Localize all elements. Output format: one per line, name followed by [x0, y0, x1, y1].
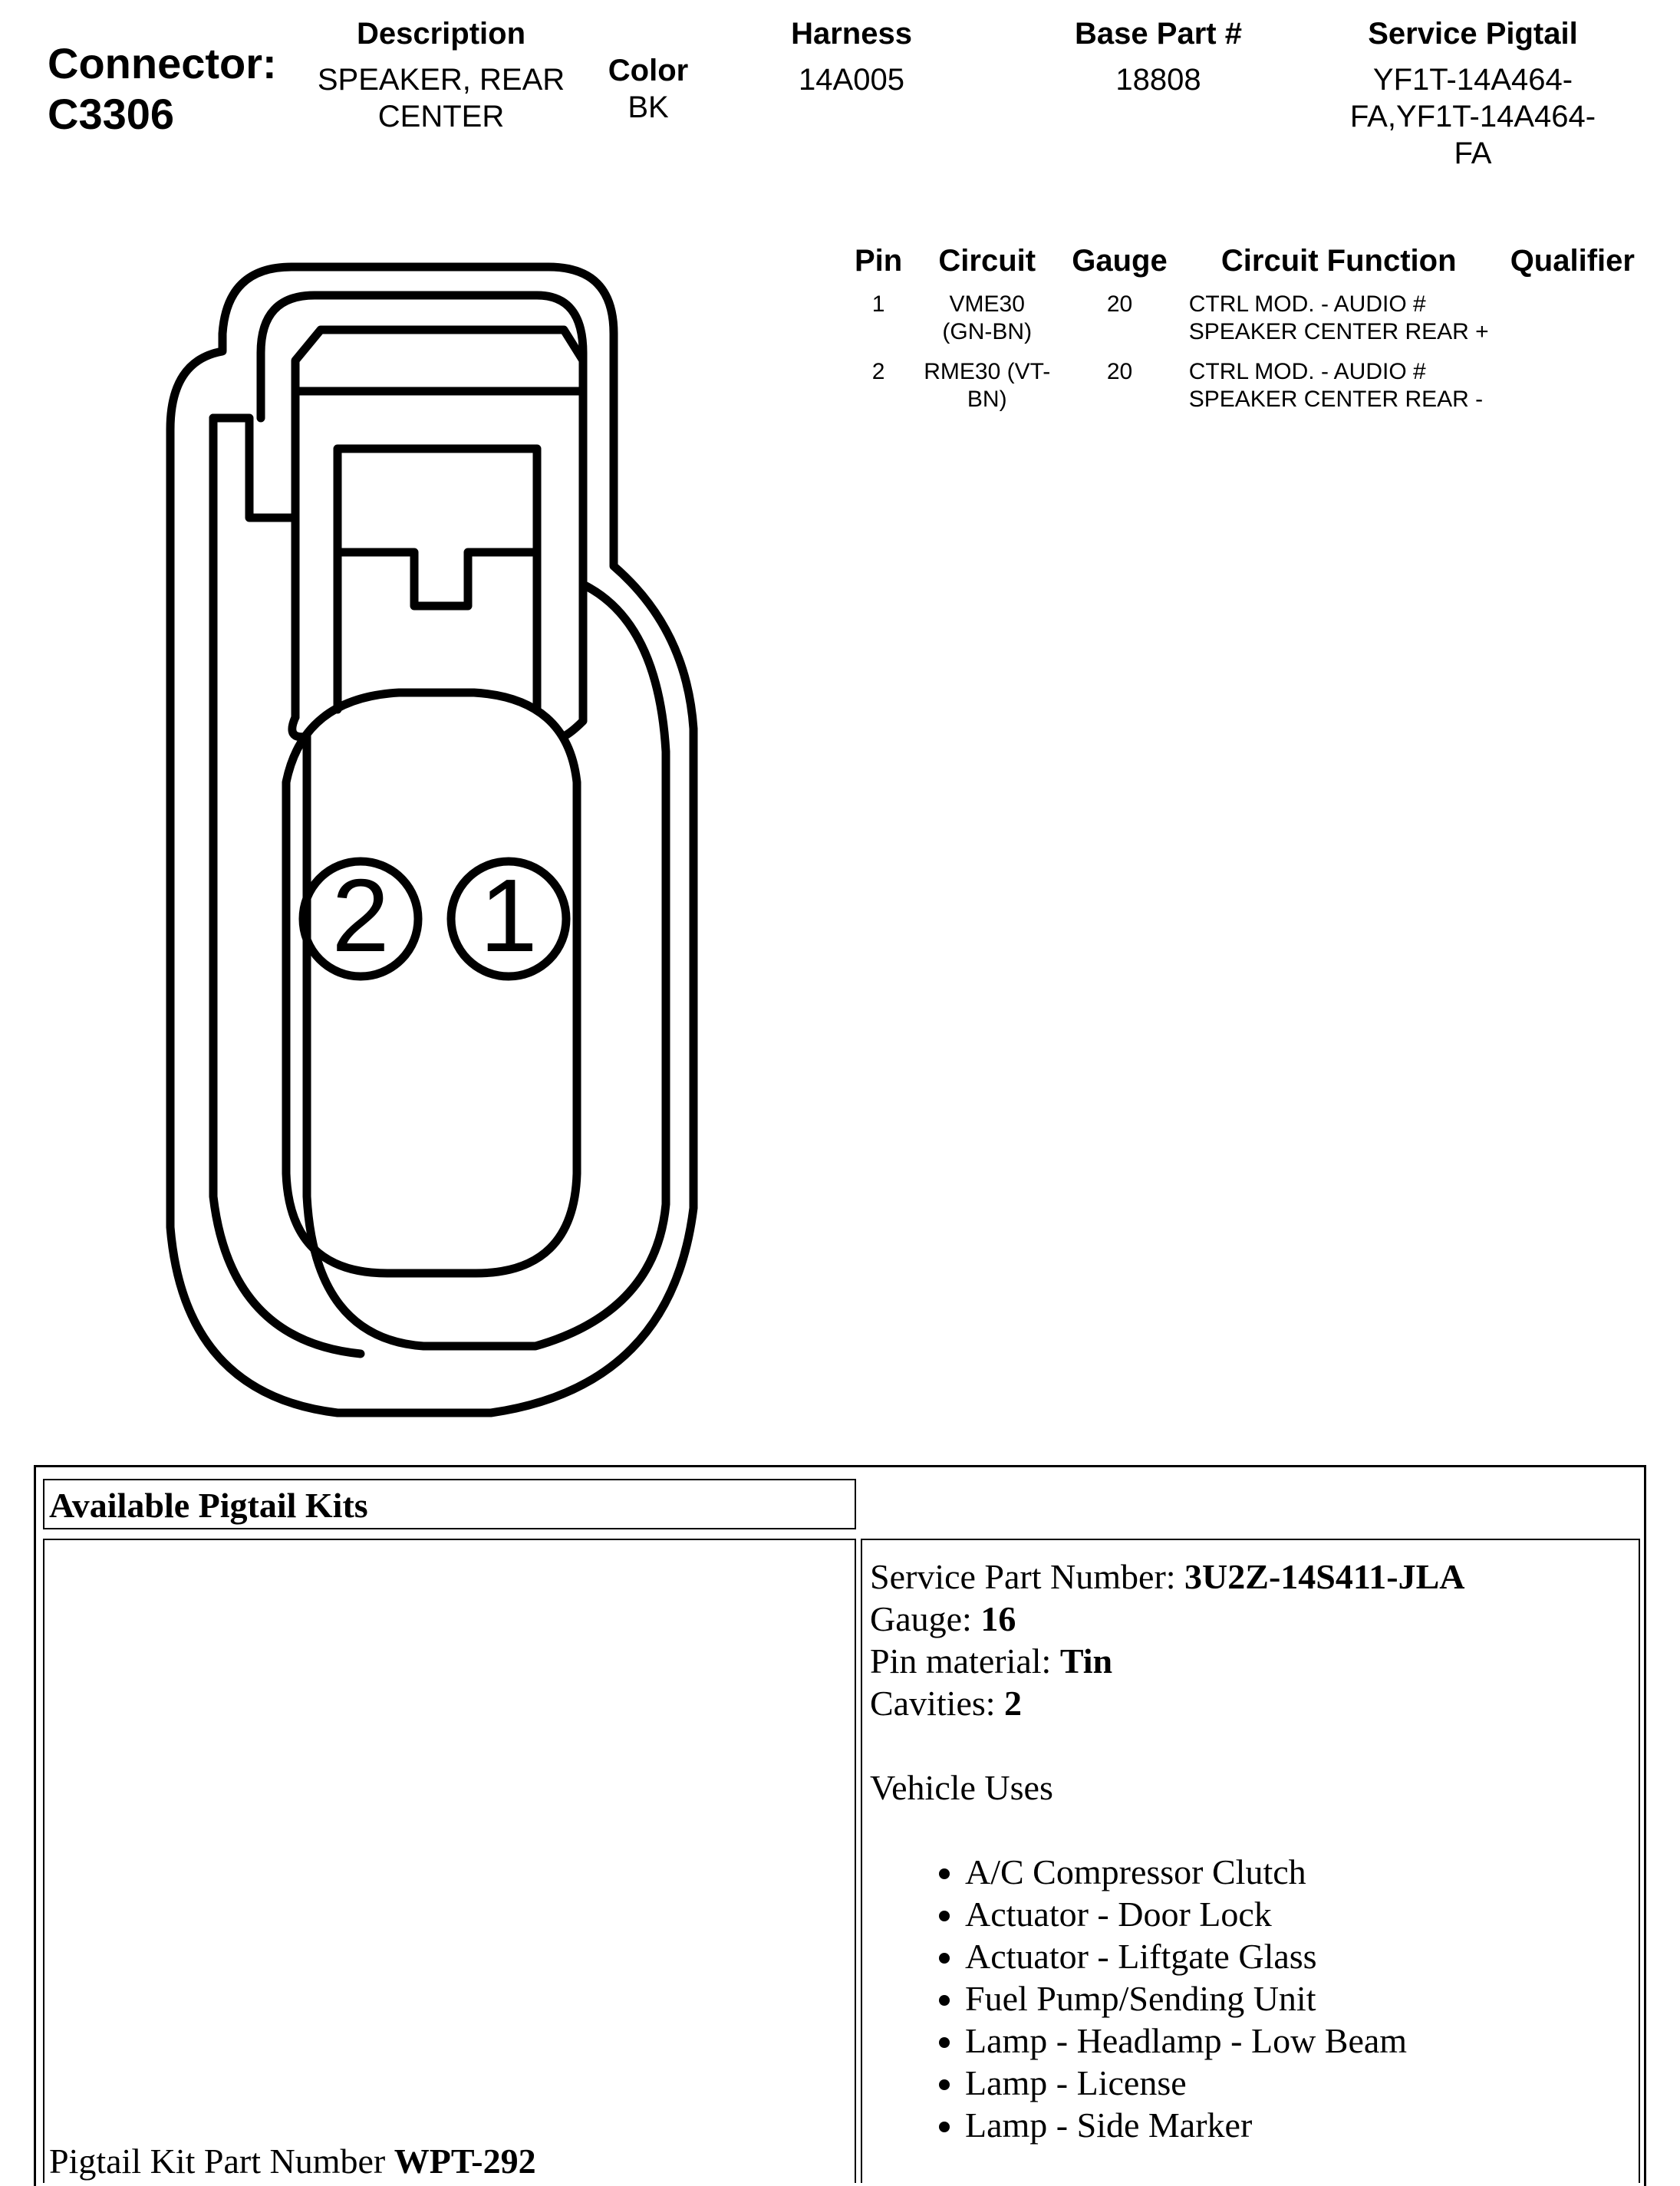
function-header: Circuit Function: [1220, 244, 1457, 278]
service-pigtail-line1: YF1T-14A464-: [1372, 63, 1573, 97]
gauge-cell: 20: [1106, 359, 1133, 384]
description-line2: CENTER: [377, 100, 505, 133]
pigtail-title-box: [43, 1479, 856, 1529]
service-part-row: [870, 1556, 1465, 1598]
pin-table: [844, 244, 1645, 421]
vehicle-uses-list: [870, 1851, 1465, 2146]
circuit-line1: RME30 (VT-: [924, 359, 1051, 384]
vehicle-uses-heading: Vehicle Uses: [870, 1768, 1053, 1807]
pin-material-row: [870, 1640, 1465, 1682]
gauge-header: Gauge: [1072, 244, 1168, 278]
color-column: [591, 52, 706, 126]
circuit-line1: VME30: [949, 291, 1025, 317]
base-part-column: [1043, 15, 1273, 98]
service-part-label: Service Part Number:: [870, 1557, 1185, 1596]
kit-number: WPT-292: [394, 2142, 536, 2181]
cavities-row: [870, 1682, 1465, 1724]
service-pigtail-column: [1335, 15, 1611, 172]
list-item: • Lamp - Side Marker: [965, 2104, 1465, 2146]
base-part-value: 18808: [1115, 63, 1201, 97]
list-item: • Fuel Pump/Sending Unit: [965, 1977, 1465, 2020]
gauge-label: Gauge:: [870, 1599, 981, 1638]
service-pigtail-heading: Service Pigtail: [1368, 17, 1578, 51]
kit-label: Pigtail Kit Part Number: [49, 2142, 394, 2181]
list-item: • Actuator - Door Lock: [965, 1893, 1465, 1935]
connector-heading: [48, 38, 277, 140]
pigtail-details: [870, 1556, 1465, 2146]
color-heading: Color: [608, 54, 689, 87]
latch-tab: [338, 449, 537, 709]
circuit-line2: (GN-BN): [942, 319, 1033, 344]
pin-number: 2: [871, 359, 885, 384]
pin-1-label: 1: [479, 858, 538, 973]
service-pigtail-line3: FA: [1454, 137, 1492, 170]
connector-face-drawing: [146, 245, 713, 1434]
qualifier-cell: [1500, 354, 1645, 421]
connector-label: Connector:: [48, 39, 277, 87]
circuit-header: Circuit: [938, 244, 1036, 278]
service-pigtail-line2: FA,YF1T-14A464-: [1349, 100, 1596, 133]
pin-capsule: [286, 693, 577, 1273]
harness-value: 14A005: [799, 63, 904, 97]
list-item: • Lamp - License: [965, 2062, 1465, 2104]
qualifier-cell: [1500, 286, 1645, 354]
pin-material-value: Tin: [1059, 1641, 1113, 1681]
function-line1: CTRL MOD. - AUDIO #: [1188, 359, 1426, 384]
pigtail-title: Available Pigtail Kits: [49, 1486, 368, 1525]
function-line1: CTRL MOD. - AUDIO #: [1188, 291, 1426, 317]
harness-heading: Harness: [791, 17, 912, 51]
pigtail-image-cell: [43, 1539, 856, 2183]
pigtail-details-cell: [861, 1539, 1640, 2183]
qualifier-header: Qualifier: [1510, 244, 1635, 278]
circuit-cell: [913, 354, 1061, 421]
gauge-value: 16: [980, 1599, 1016, 1638]
list-item: • Actuator - Liftgate Glass: [965, 1935, 1465, 1977]
gauge-row: [870, 1598, 1465, 1640]
pin-2-label: 2: [331, 858, 390, 973]
base-part-heading: Base Part #: [1075, 17, 1242, 51]
list-item: • A/C Compressor Clutch: [965, 1851, 1465, 1893]
table-row: [844, 354, 1645, 421]
gauge-cell: 20: [1106, 291, 1133, 317]
table-row: [844, 286, 1645, 354]
function-cell: [1178, 286, 1500, 354]
cavities-label: Cavities:: [870, 1684, 1005, 1723]
description-line1: SPEAKER, REAR: [317, 63, 565, 97]
circuit-line2: BN): [967, 387, 1007, 412]
service-part-value: 3U2Z-14S411-JLA: [1184, 1557, 1465, 1596]
pin-number: 1: [871, 291, 885, 317]
pin-material-label: Pin material:: [870, 1641, 1060, 1681]
pigtail-kit-part-number: [49, 2141, 536, 2181]
pin-header: Pin: [855, 244, 903, 278]
description-column: [292, 15, 591, 135]
pin-table-header-row: [844, 244, 1645, 286]
description-heading: Description: [356, 17, 526, 51]
function-cell: [1178, 354, 1500, 421]
harness-column: [736, 15, 967, 98]
connector-id: C3306: [48, 90, 175, 138]
list-item: • Lamp - Headlamp - Low Beam: [965, 2020, 1465, 2062]
circuit-cell: [913, 286, 1061, 354]
color-value: BK: [628, 91, 669, 124]
cavities-value: 2: [1004, 1684, 1023, 1723]
function-line2: SPEAKER CENTER REAR +: [1188, 319, 1489, 344]
function-line2: SPEAKER CENTER REAR -: [1188, 387, 1484, 412]
